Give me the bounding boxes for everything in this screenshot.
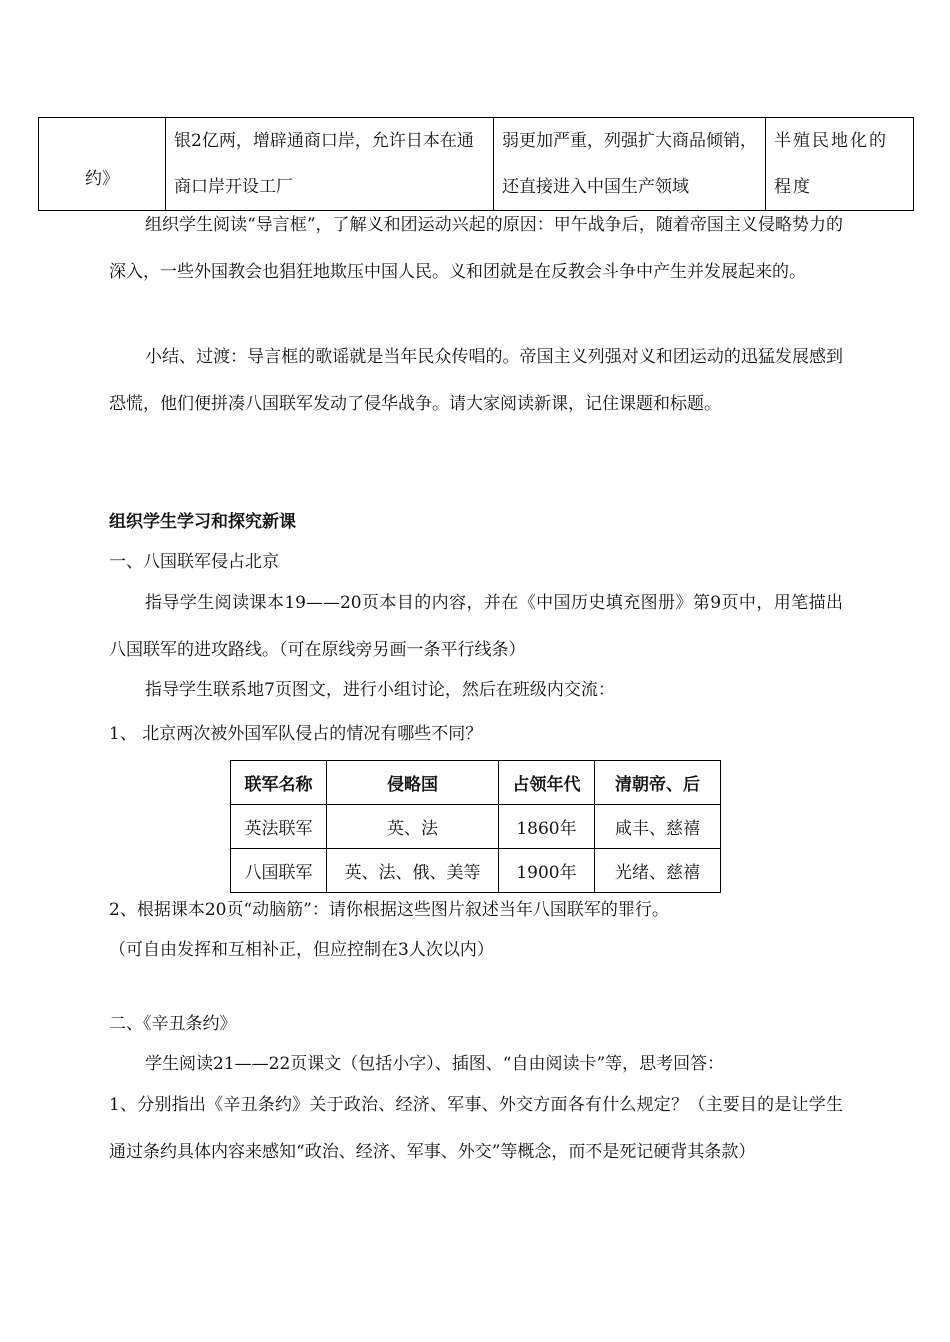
- table-cell: 1860年: [499, 805, 595, 849]
- table-cell: 英、法、俄、美等: [327, 849, 499, 893]
- table-cell: 1900年: [499, 849, 595, 893]
- section-heading: 组织学生学习和探究新课: [109, 512, 296, 532]
- table-header-row: [231, 761, 721, 805]
- comparison-table: [230, 760, 721, 893]
- table-row: [231, 849, 721, 893]
- question-1: 1、 北京两次被外国军队侵占的情况有哪些不同？: [109, 724, 483, 744]
- paragraph-reading-guide: 指导学生阅读课本19——20页本目的内容，并在《中国历史填充图册》第9页中，用笔描出八国联军的进攻路线。（可在原线旁另画一条平行线条）: [109, 593, 843, 660]
- section-title-1: 一、八国联军侵占北京: [109, 552, 279, 572]
- table-header: 清朝帝、后: [595, 761, 721, 805]
- table-cell: 英法联军: [231, 805, 327, 849]
- table-header: 侵略国: [327, 761, 499, 805]
- table-cell: 英、法: [327, 805, 499, 849]
- question-2: 2、根据课本20页“动脑筋”：请你根据这些图片叙述当年八国联军的罪行。: [109, 900, 669, 920]
- paragraph-boxer-origin: 组织学生阅读“导言框”，了解义和团运动兴起的原因：甲午战争后，随着帝国主义侵略势力的深入，一些外国教会也猖狂地欺压中国人民。义和团就是在反教会斗争中产生并发展起来的。: [109, 215, 843, 282]
- table-row: [39, 118, 914, 211]
- table-cell: 半殖民地化的程度: [766, 118, 914, 211]
- table-cell: 弱更加严重，列强扩大商品倾销，还直接进入中国生产领域: [494, 118, 766, 211]
- table-header: 占领年代: [499, 761, 595, 805]
- paragraph-reading-task: 学生阅读21——22页课文（包括小字）、插图、“自由阅读卡”等，思考回答：: [145, 1054, 725, 1074]
- question-2-note: （可自由发挥和互相补正，但应控制在3人次以内）: [109, 940, 494, 960]
- table-row: [231, 805, 721, 849]
- continuation-table: [38, 117, 914, 211]
- table-cell: 八国联军: [231, 849, 327, 893]
- table-cell: 咸丰、慈禧: [595, 805, 721, 849]
- table-cell: 约》: [39, 118, 166, 211]
- table-cell: 银2亿两，增辟通商口岸，允许日本在通商口岸开设工厂: [166, 118, 494, 211]
- paragraph-discussion: 指导学生联系地7页图文，进行小组讨论，然后在班级内交流：: [145, 680, 615, 700]
- question-3: 1、分别指出《辛丑条约》关于政治、经济、军事、外交方面各有什么规定？（主要目的是让学生通过条约具体内容来感知“政治、经济、军事、外交”等概念，而不是死记硬背其条款）: [109, 1095, 843, 1162]
- section-title-2: 二、《辛丑条约》: [109, 1014, 237, 1034]
- paragraph-summary-transition: 小结、过渡：导言框的歌谣就是当年民众传唱的。帝国主义列强对义和团运动的迅猛发展感到恐慌，他们便拼凑八国联军发动了侵华战争。请大家阅读新课，记住课题和标题。: [109, 347, 843, 414]
- table-header: 联军名称: [231, 761, 327, 805]
- table-cell: 光绪、慈禧: [595, 849, 721, 893]
